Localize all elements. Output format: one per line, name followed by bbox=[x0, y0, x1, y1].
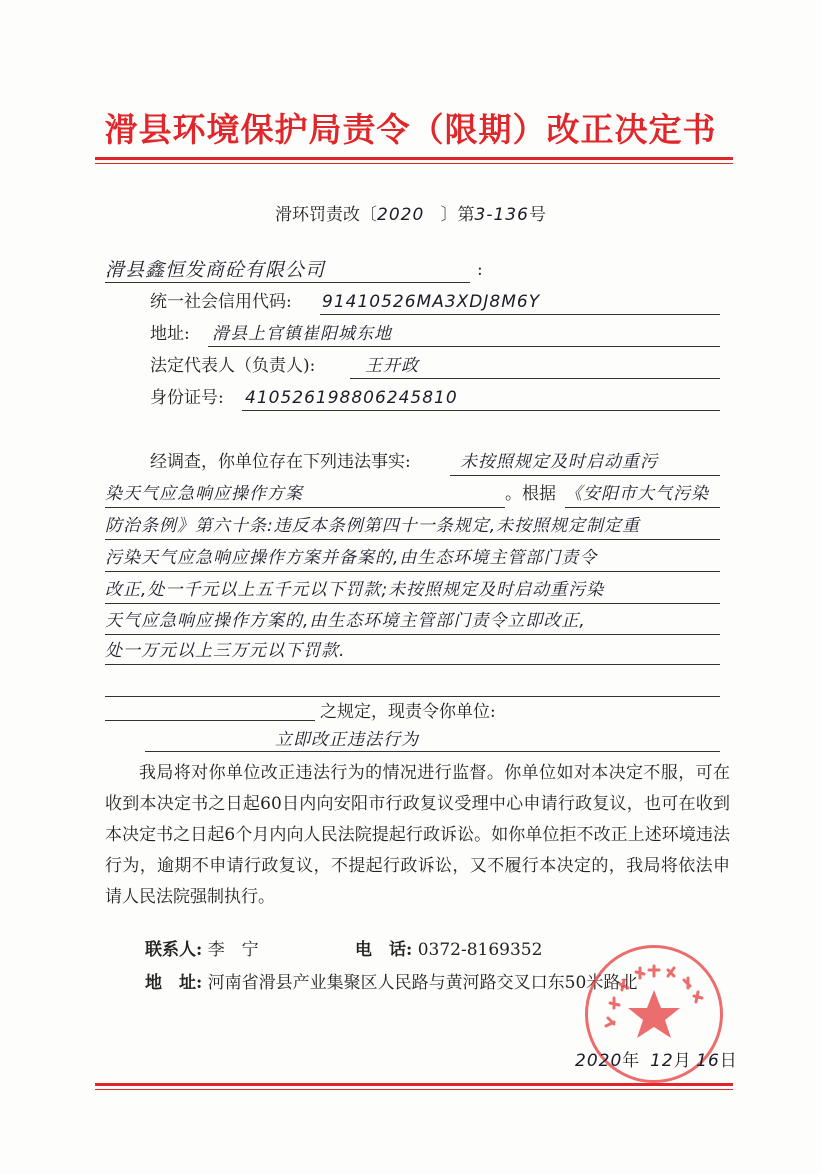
basis-line bbox=[105, 512, 720, 540]
field-legal-representative bbox=[150, 352, 720, 380]
field-label: 统一社会信用代码: bbox=[150, 292, 292, 312]
basis-line bbox=[105, 576, 720, 604]
doc-number-value: 3-136 bbox=[474, 205, 529, 225]
contact-address-label: 地 址: bbox=[145, 973, 203, 993]
basis-text: 《安阳市大气污染 bbox=[565, 484, 709, 504]
doc-number-suffix: 号 bbox=[528, 205, 546, 225]
fact-text: 未按照规定及时启动重污 bbox=[460, 452, 658, 472]
facts-intro-line bbox=[150, 448, 720, 476]
basis-label: 。根据 bbox=[505, 484, 556, 504]
basis-text: 防治条例》第六十条:违反本条例第四十一条规定,未按照规定制定重 bbox=[105, 516, 641, 536]
contact-phone bbox=[355, 935, 542, 965]
contact-person-value: 李 宁 bbox=[207, 940, 259, 960]
footer-divider bbox=[95, 1083, 733, 1086]
basis-text: 处一万元以上三万元以下罚款. bbox=[105, 641, 346, 661]
field-credit-code bbox=[150, 288, 720, 316]
field-label: 身份证号: bbox=[150, 388, 224, 408]
title-divider-thin bbox=[95, 163, 733, 164]
field-value: 91410526MA3XDJ8M6Y bbox=[322, 292, 541, 312]
contact-address-value: 河南省滑县产业集聚区人民路与黄河路交叉口东50米路北 bbox=[207, 973, 638, 993]
basis-line bbox=[105, 637, 720, 665]
field-label: 法定代表人（负责人): bbox=[150, 356, 316, 376]
field-value: 滑县上官镇崔阳城东地 bbox=[212, 324, 392, 344]
date-day: 16 bbox=[696, 1051, 720, 1071]
basis-text: 天气应急响应操作方案的,由生态环境主管部门责令立即改正, bbox=[105, 611, 586, 631]
recipient-colon: : bbox=[477, 260, 483, 280]
basis-line bbox=[105, 544, 720, 572]
blank-line bbox=[105, 669, 720, 697]
field-label: 地址: bbox=[150, 324, 190, 344]
facts-intro: 经调查，你单位存在下列违法事实: bbox=[150, 452, 411, 472]
fact-text: 染天气应急响应操作方案 bbox=[105, 484, 303, 504]
doc-number-year: 2020 bbox=[377, 205, 425, 225]
order-value: 立即改正违法行为 bbox=[275, 730, 419, 750]
contact-person-label: 联系人: bbox=[145, 940, 203, 960]
contact-person bbox=[145, 935, 259, 965]
doc-number-prefix: 滑环罚责改〔 bbox=[275, 205, 378, 225]
document-title: 滑县环境保护局责令（限期）改正决定书 bbox=[104, 110, 717, 149]
date-year: 2020 bbox=[575, 1051, 623, 1071]
field-value: 王开政 bbox=[365, 356, 419, 376]
recipient-line bbox=[105, 256, 720, 284]
field-value: 410526198806245810 bbox=[245, 388, 458, 408]
order-label: 之规定，现责令你单位: bbox=[320, 702, 496, 722]
basis-text: 污染天气应急响应操作方案并备案的,由生态环境主管部门责令 bbox=[105, 548, 598, 568]
contact-phone-label: 电 话: bbox=[355, 940, 413, 960]
order-line bbox=[145, 726, 720, 754]
date-year-unit: 年 bbox=[622, 1051, 640, 1071]
order-label-line bbox=[105, 698, 720, 726]
basis-line bbox=[105, 607, 720, 635]
fact-line-2 bbox=[105, 480, 720, 508]
issue-date bbox=[575, 1046, 737, 1076]
field-id-number bbox=[150, 384, 720, 412]
date-day-unit: 日 bbox=[719, 1051, 737, 1071]
document-number bbox=[0, 200, 821, 225]
recipient-name: 滑县鑫恒发商砼有限公司 bbox=[105, 259, 326, 281]
contact-phone-value: 0372-8169352 bbox=[417, 940, 543, 960]
title-divider bbox=[95, 157, 733, 160]
field-address bbox=[150, 320, 720, 348]
date-month: 12 bbox=[650, 1051, 674, 1071]
doc-number-middle: 〕第 bbox=[440, 205, 475, 225]
footer-divider-thin bbox=[95, 1089, 733, 1090]
date-month-unit: 月 bbox=[673, 1051, 691, 1071]
notice-paragraph: 我局将对你单位改正违法行为的情况进行监督。你单位如对本决定不服，可在收到本决定书之日起60日内向安阳市行政复议受理中心申请行政复议，也可在收到本决定书之日起6个月内向人民法院提起行政诉讼。如你单位拒不改正上述环境违法行为，逾期不申请行政复议，不提起行政诉讼，又不履行本决定的，我局将依法申请人民法院强制执行。 bbox=[105, 763, 730, 907]
basis-text: 改正,处一千元以上五千元以下罚款;未按照规定及时启动重污染 bbox=[105, 580, 605, 600]
